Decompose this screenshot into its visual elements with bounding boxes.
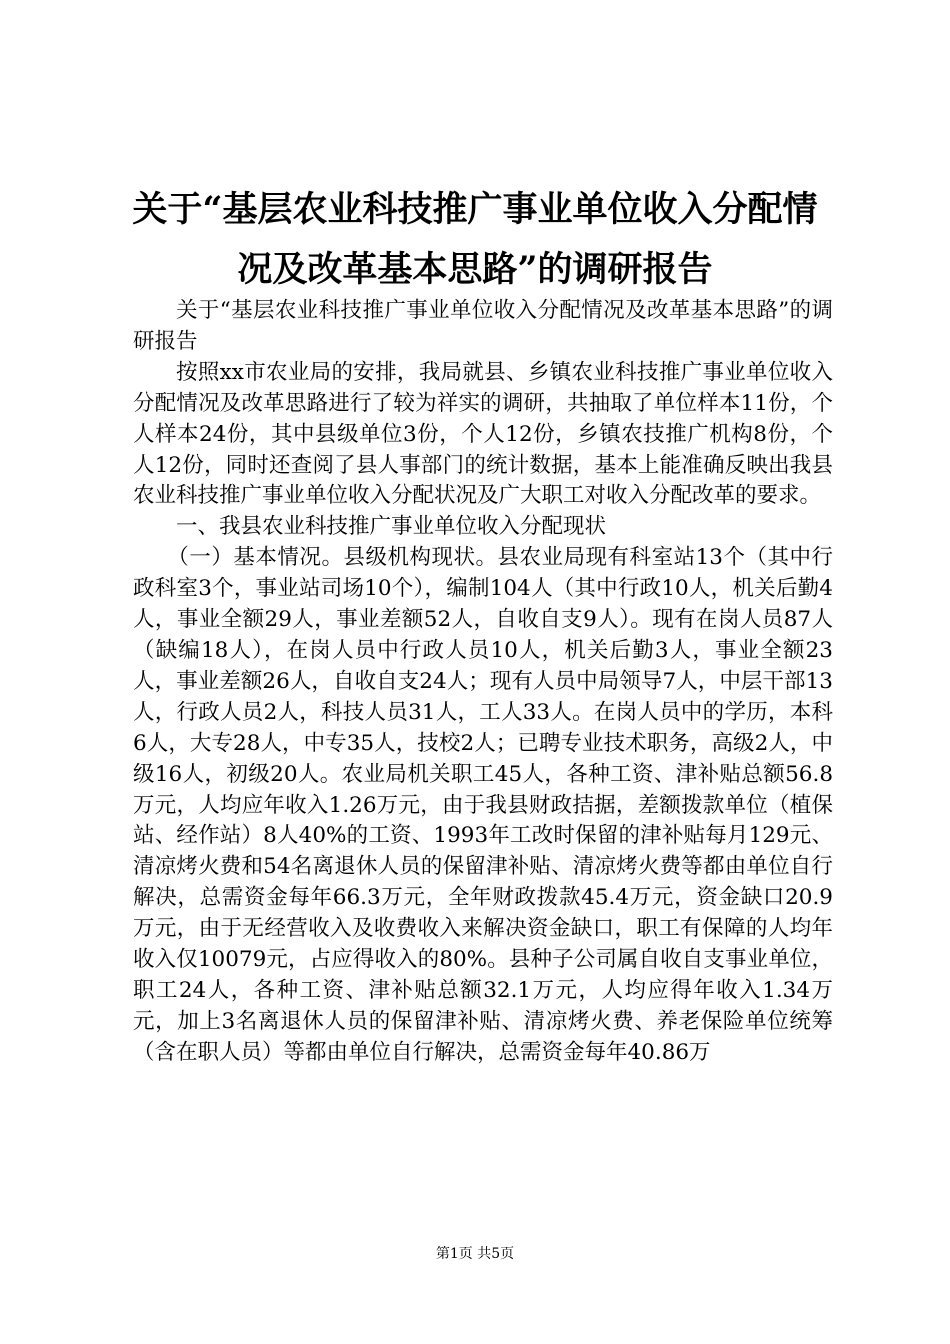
paragraph-subtitle: 关于“基层农业科技推广事业单位收入分配情况及改革基本思路”的调研报告: [133, 298, 833, 354]
paragraph-basic-situation: （一）基本情况。县级机构现状。县农业局现有科室站13个（其中行政科室3个，事业站司场10个），编制104人（其中行政10人，机关后勤4人，事业全额29人，事业差额52人，自收自支9人）。现有在岗人员87人（缺编18人），在岗人员中行政人员10人，机关后勤3人，事业全额23人，事业差额26人，自收自支24人；现有人员中局领导7人，中层干部13人，行政人员2人，科技人员31人，工人33人。在岗人员中的学历，本科6人，大专28人，中专35人，技校2人；已聘专业技术职务，高级2人，中级16人，初级20人。农业局机关职工45人，各种工资、津补贴总额56.8万元，人均应年收入1.26万元，由于我县财政拮据，差额拨款单位（植保站、经作站）8人40%的工资、1993年工改时保留的津补贴每月129元、清凉烤火费和54名离退休人员的保留津补贴、清凉烤火费等都由单位自行解决，总需资金每年66.3万元，全年财政拨款45.4万元，资金缺口20.9万元，由于无经营收入及收费收入来解决资金缺口，职工有保障的人均年收入仅10079元，占应得收入的80%。县种子公司属自收自支事业单位，职工24人，各种工资、津补贴总额32.1万元，人均应得年收入1.34万元，加上3名离退休人员的保留津补贴、清凉烤火费、养老保险单位统筹（含在职人员）等都由单位自行解决，总需资金每年40.86万: [133, 545, 833, 1065]
document-title-line-1: 关于“基层农业科技推广事业单位收入分配情: [132, 189, 818, 230]
page-footer: 第1页 共5页: [435, 1246, 515, 1262]
paragraph-intro: 按照xx市农业局的安排，我局就县、乡镇农业科技推广事业单位收入分配情况及改革思路进行了较为祥实的调研，共抽取了单位样本11份，个人样本24份，其中县级单位3份，个人12份，乡镇农技推广机构8份，个人12份，同时还查阅了县人事部门的统计数据，基本上能准确反映出我县农业科技推广事业单位收入分配状况及广大职工对收入分配改革的要求。: [133, 359, 833, 509]
document-title-line-2: 况及改革基本思路”的调研报告: [237, 249, 713, 290]
section-heading-1: 一、我县农业科技推广事业单位收入分配现状: [176, 514, 607, 540]
document-body: [133, 296, 833, 1069]
